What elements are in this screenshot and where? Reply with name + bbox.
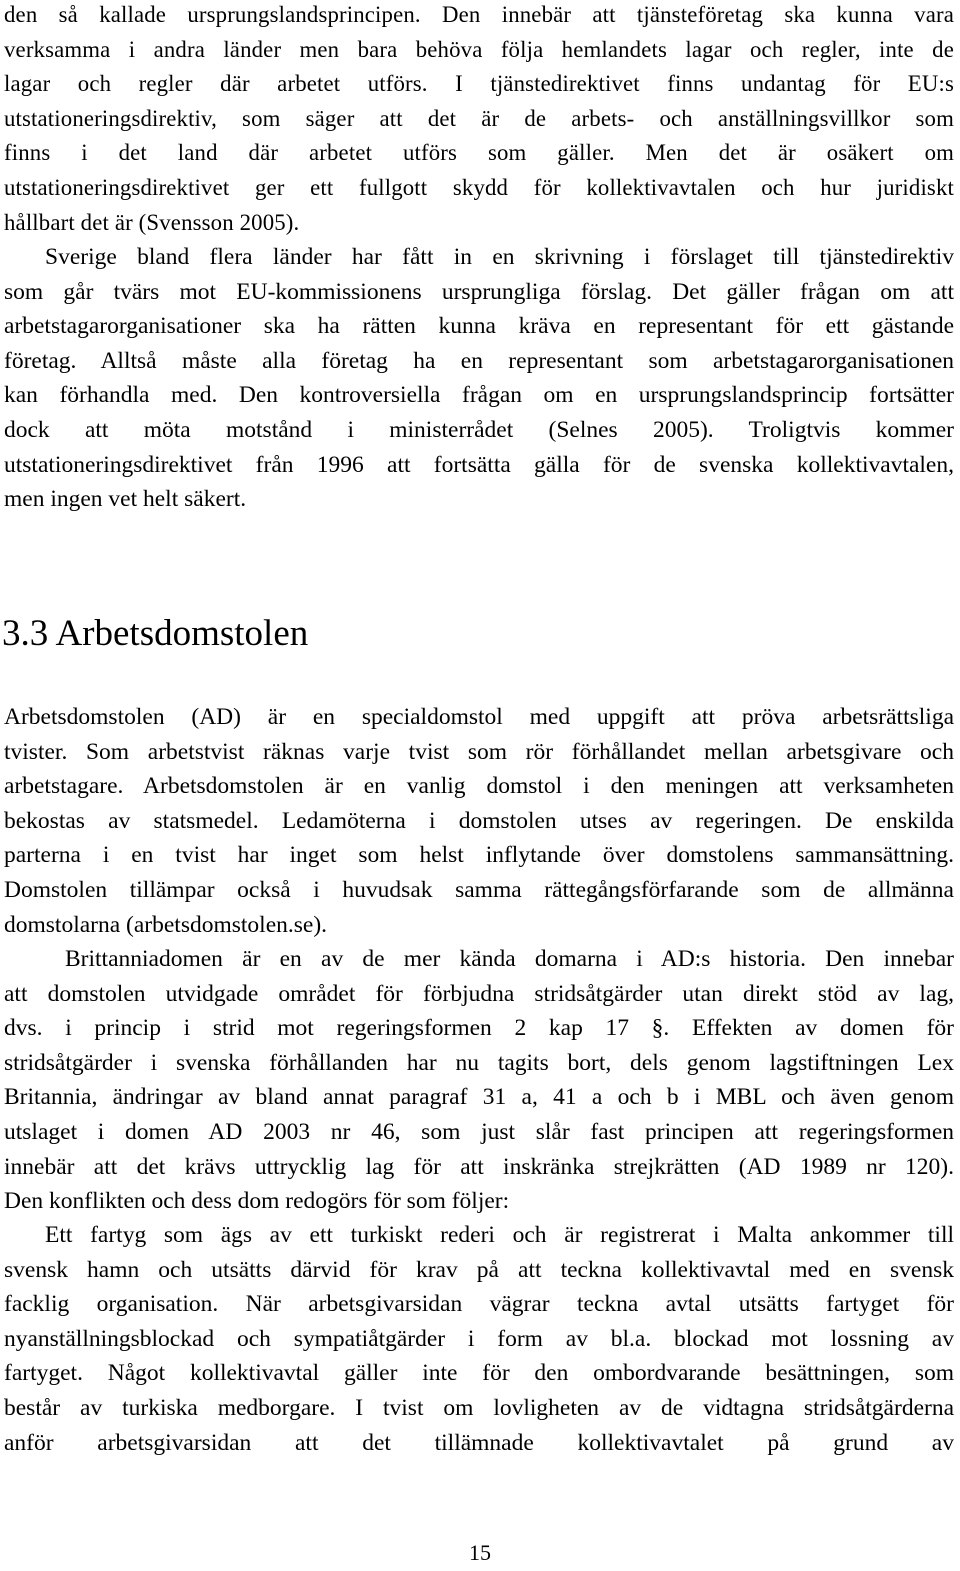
text-line: arbetstagare. Arbetsdomstolen är en vanlig domstol i den meningen att verksamheten	[4, 773, 954, 800]
text-line: som går tvärs mot EU-kommissionens ursprungliga förslag. Det gäller frågan om att	[4, 278, 954, 305]
text-line: svensk hamn och utsätts därvid för krav på att teckna kollektivavtal med en svensk	[4, 1256, 954, 1283]
text-line: består av turkiska medborgare. I tvist om lovligheten av de vidtagna stridsåtgärderna	[4, 1394, 954, 1421]
text-line: Ett fartyg som ägs av ett turkiskt rederi och är registrerat i Malta ankommer till	[45, 1222, 954, 1248]
text-line: Brittanniadomen är en av de mer kända domarna i AD:s historia. Den innebar	[65, 946, 954, 972]
text-line: anför arbetsgivarsidan att det tillämnade kollektivavtalet på grund av	[4, 1429, 954, 1456]
text-line: hållbart det är (Svensson 2005).	[4, 209, 300, 235]
text-line: parterna i en tvist har inget som helst inflytande över domstolens sammansättning.	[4, 842, 954, 869]
text-line: tvister. Som arbetstvist räknas varje tvist som rör förhållandet mellan arbetsgivare och	[4, 738, 954, 765]
text-line: kan förhandla med. Den kontroversiella frågan om en ursprungslandsprincip fortsätter	[4, 382, 954, 409]
text-line: Sverige bland flera länder har fått in en skrivning i förslaget till tjänstedirektiv	[45, 244, 954, 270]
text-line: utstationeringsdirektivet ger ett fullgott skydd för kollektivavtalen och hur juridiskt	[4, 174, 954, 200]
text-line: men ingen vet helt säkert.	[4, 486, 247, 513]
paragraph-ursprungslandsprincipen	[4, 0, 954, 240]
text-line: verksamma i andra länder men bara behöva följa hemlandets lagar och regler, inte de	[4, 36, 954, 62]
text-line: Den konflikten och dess dom redogörs för som följer:	[4, 1188, 510, 1215]
text-line: dock att möta motstånd i ministerrådet (Selnes 2005). Troligtvis kommer	[4, 416, 954, 443]
text-line: lagar och regler där arbetet utförs. I tjänstedirektivet finns undantag för EU:s	[4, 71, 954, 97]
text-line: Domstolen tillämpar också i huvudsak samma rättegångsförfarande som de allmänna	[4, 876, 954, 903]
text-line: domstolarna (arbetsdomstolen.se).	[4, 911, 328, 938]
paragraph-tjanstedirektiv	[4, 240, 954, 517]
paragraph-brittanniadomen	[4, 942, 954, 1219]
text-line: stridsåtgärder i svenska förhållanden har nu tagits bort, dels genom lagstiftningen Lex	[4, 1049, 954, 1076]
text-line: den så kallade ursprungslandsprincipen. Den innebär att tjänsteföretag ska kunna vara	[4, 2, 954, 27]
text-line: utstationeringsdirektivet från 1996 att fortsätta gälla för de svenska kollektivavtalen,	[4, 451, 954, 478]
text-line: arbetstagarorganisationer ska ha rätten kunna kräva en representant för ett gästande	[4, 313, 954, 340]
page-number: 15	[469, 1540, 491, 1565]
text-line: Arbetsdomstolen (AD) är en specialdomstol med uppgift att pröva arbetsrättsliga	[4, 704, 954, 730]
text-line: att domstolen utvidgade området för förbjudna stridsåtgärder utan direkt stöd av lag,	[4, 980, 954, 1007]
text-line: nyanställningsblockad och sympatiåtgärder i form av bl.a. blockad mot lossning av	[4, 1325, 954, 1352]
text-line: Britannia, ändringar av bland annat paragraf 31 a, 41 a och b i MBL och även genom	[4, 1084, 954, 1111]
text-line: företag. Alltså måste alla företag ha en representant som arbetstagarorganisationen	[4, 347, 954, 374]
text-line: utstationeringsdirektiv, som säger att det är de arbets- och anställningsvillkor som	[4, 105, 954, 131]
paragraph-arbetsdomstolen	[4, 700, 954, 942]
text-line: finns i det land där arbetet utförs som gäller. Men det är osäkert om	[4, 140, 954, 166]
text-line: bekostas av statsmedel. Ledamöterna i domstolen utses av regeringen. De enskilda	[4, 807, 954, 834]
section-heading: 3.3 Arbetsdomstolen	[2, 613, 309, 654]
text-line: innebär att det krävs uttrycklig lag för att inskränka strejkrätten (AD 1989 nr 120).	[4, 1153, 954, 1180]
paragraph-fartyg	[4, 1218, 954, 1460]
text-line: fartyget. Något kollektivavtal gäller inte för den ombordvarande besättningen, som	[4, 1360, 954, 1387]
text-line: facklig organisation. När arbetsgivarsidan vägrar teckna avtal utsätts fartyget för	[4, 1291, 954, 1318]
text-line: utslaget i domen AD 2003 nr 46, som just slår fast principen att regeringsformen	[4, 1118, 954, 1145]
text-line: dvs. i princip i strid mot regeringsformen 2 kap 17 §. Effekten av domen för	[4, 1015, 954, 1042]
